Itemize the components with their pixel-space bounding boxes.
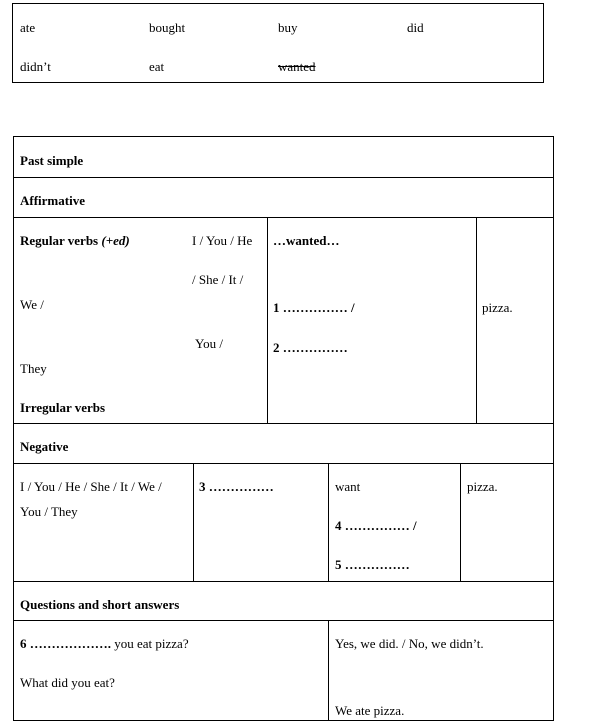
- row-divider: [14, 620, 553, 621]
- word-didnt: didn’t: [20, 59, 51, 74]
- subjects-line-1: I / You / He: [192, 233, 253, 248]
- question-1-rest: you eat pizza?: [111, 636, 189, 651]
- blank-1: 1 …………… /: [273, 300, 355, 315]
- blank-2: 2 ……………: [273, 340, 348, 355]
- blank-4: 4 …………… /: [335, 518, 417, 533]
- word-buy: buy: [278, 20, 298, 35]
- blank-5: 5 ……………: [335, 557, 410, 572]
- negative-object: pizza.: [467, 479, 498, 494]
- question-2: What did you eat?: [20, 675, 115, 690]
- question-1: [20, 636, 189, 652]
- verb-example: …wanted…: [273, 233, 340, 248]
- col-divider: [328, 620, 329, 720]
- affirmative-heading: Affirmative: [20, 193, 85, 208]
- negative-subjects-line-1: I / You / He / She / It / We /: [20, 479, 162, 494]
- row-divider: [14, 177, 553, 178]
- word-bought: bought: [149, 20, 186, 35]
- short-answer: Yes, we did. / No, we didn’t.: [335, 636, 484, 651]
- irregular-verbs-label: Irregular verbs: [20, 400, 106, 415]
- row-divider: [14, 581, 553, 582]
- regular-verbs-label: Regular verbs (+ed): [20, 233, 130, 248]
- word-ate: ate: [20, 20, 36, 35]
- subjects-line-2: / She / It /: [192, 272, 244, 287]
- word-wanted-crossed: wanted: [278, 59, 316, 74]
- subjects-line-5: They: [20, 361, 47, 376]
- affirmative-object: pizza.: [482, 300, 513, 315]
- subjects-line-3: We /: [20, 297, 44, 312]
- word-eat: eat: [149, 59, 165, 74]
- col-divider: [476, 217, 477, 423]
- negative-heading: Negative: [20, 439, 69, 454]
- word-did: did: [407, 20, 424, 35]
- col-divider: [460, 463, 461, 581]
- blank-6: 6 ……………….: [20, 636, 111, 651]
- answer: We ate pizza.: [335, 703, 405, 718]
- questions-heading: Questions and short answers: [20, 597, 180, 612]
- regular-verbs-suffix: (+ed): [101, 233, 130, 248]
- blank-3: 3 ……………: [199, 479, 274, 494]
- row-divider: [14, 463, 553, 464]
- table-title: Past simple: [20, 153, 84, 168]
- negative-subjects-line-2: You / They: [20, 504, 78, 519]
- negative-verb: want: [335, 479, 361, 494]
- col-divider: [193, 463, 194, 581]
- col-divider: [267, 217, 268, 423]
- row-divider: [14, 217, 553, 218]
- row-divider: [14, 423, 553, 424]
- subjects-line-4: You /: [195, 336, 223, 351]
- grammar-table: [13, 136, 554, 721]
- col-divider: [328, 463, 329, 581]
